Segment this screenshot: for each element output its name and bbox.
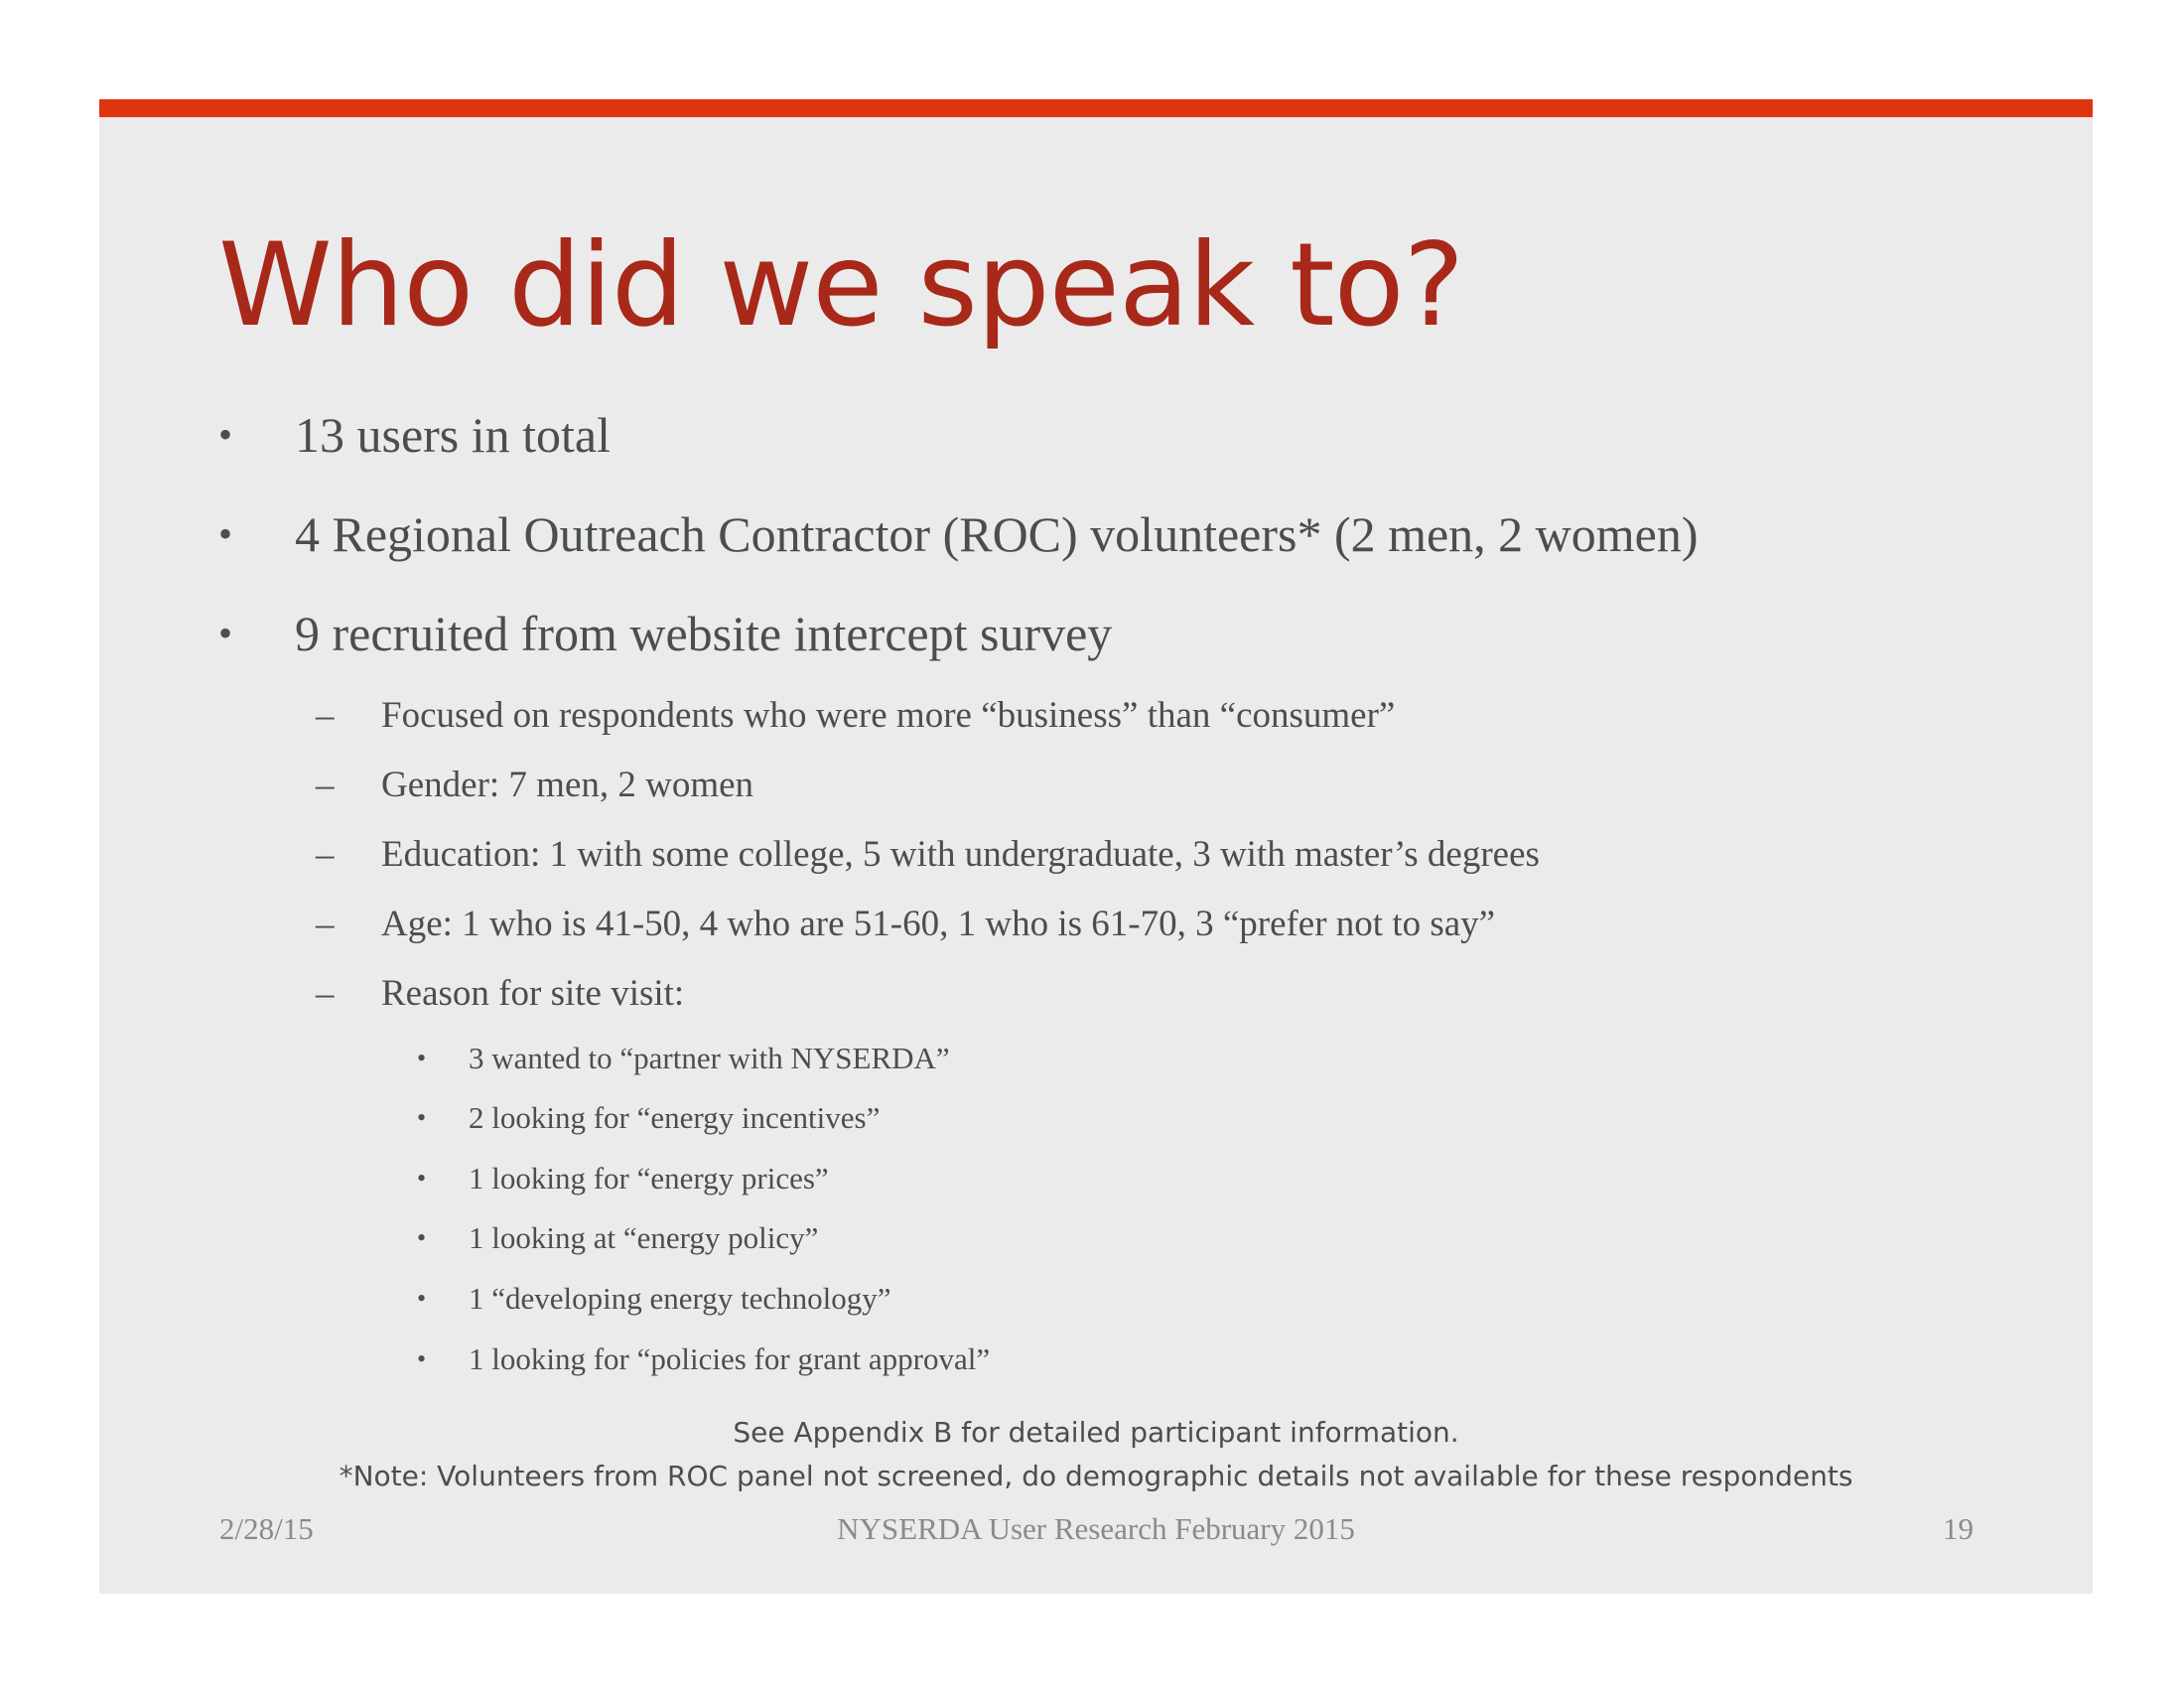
- sub-bullet-text: Gender: 7 men, 2 women: [381, 765, 754, 805]
- volunteer-note: *Note: Volunteers from ROC panel not screened, do demographic details not available for these respondents: [339, 1460, 1853, 1492]
- sub-bullet-text: Reason for site visit:: [381, 973, 685, 1014]
- bullet-icon: •: [218, 412, 233, 457]
- dash-icon: –: [316, 695, 335, 736]
- bullet-text: 9 recruited from website intercept survey: [295, 606, 1113, 661]
- bullet-icon: •: [417, 1223, 427, 1252]
- accent-bar: [99, 99, 2093, 117]
- dash-icon: –: [316, 904, 335, 944]
- reason-text: 1 “developing energy technology”: [469, 1281, 891, 1316]
- page-number: 19: [1943, 1511, 1974, 1546]
- bullet-icon: •: [417, 1103, 427, 1132]
- sub-bullet-text: Age: 1 who is 41-50, 4 who are 51-60, 1 who is 61-70, 3 “prefer not to say”: [381, 904, 1496, 944]
- bullet-icon: •: [417, 1044, 427, 1072]
- bullet-text: 13 users in total: [295, 407, 612, 463]
- reason-text: 1 looking for “policies for grant approval”: [469, 1341, 991, 1376]
- bullet-icon: •: [218, 511, 233, 556]
- sub-bullet-text: Education: 1 with some college, 5 with undergraduate, 3 with master’s degrees: [381, 834, 1540, 875]
- dash-icon: –: [316, 834, 335, 875]
- bullet-icon: •: [417, 1164, 427, 1193]
- dash-icon: –: [316, 973, 335, 1014]
- footer-date: 2/28/15: [219, 1511, 314, 1546]
- bullet-icon: •: [417, 1344, 427, 1373]
- footer-title: NYSERDA User Research February 2015: [837, 1511, 1355, 1546]
- reason-text: 2 looking for “energy incentives”: [469, 1100, 881, 1135]
- reason-text: 1 looking at “energy policy”: [469, 1220, 819, 1255]
- bullet-icon: •: [218, 611, 233, 655]
- appendix-note: See Appendix B for detailed participant information.: [733, 1416, 1459, 1449]
- bullet-text: 4 Regional Outreach Contractor (ROC) volunteers* (2 men, 2 women): [295, 506, 1699, 562]
- slide: [99, 99, 2093, 1594]
- reason-text: 1 looking for “energy prices”: [469, 1161, 829, 1196]
- slide-title: Who did we speak to?: [218, 218, 1464, 352]
- reason-text: 3 wanted to “partner with NYSERDA”: [469, 1041, 950, 1075]
- bullet-icon: •: [417, 1284, 427, 1313]
- sub-bullet-text: Focused on respondents who were more “business” than “consumer”: [381, 695, 1396, 736]
- dash-icon: –: [316, 765, 335, 805]
